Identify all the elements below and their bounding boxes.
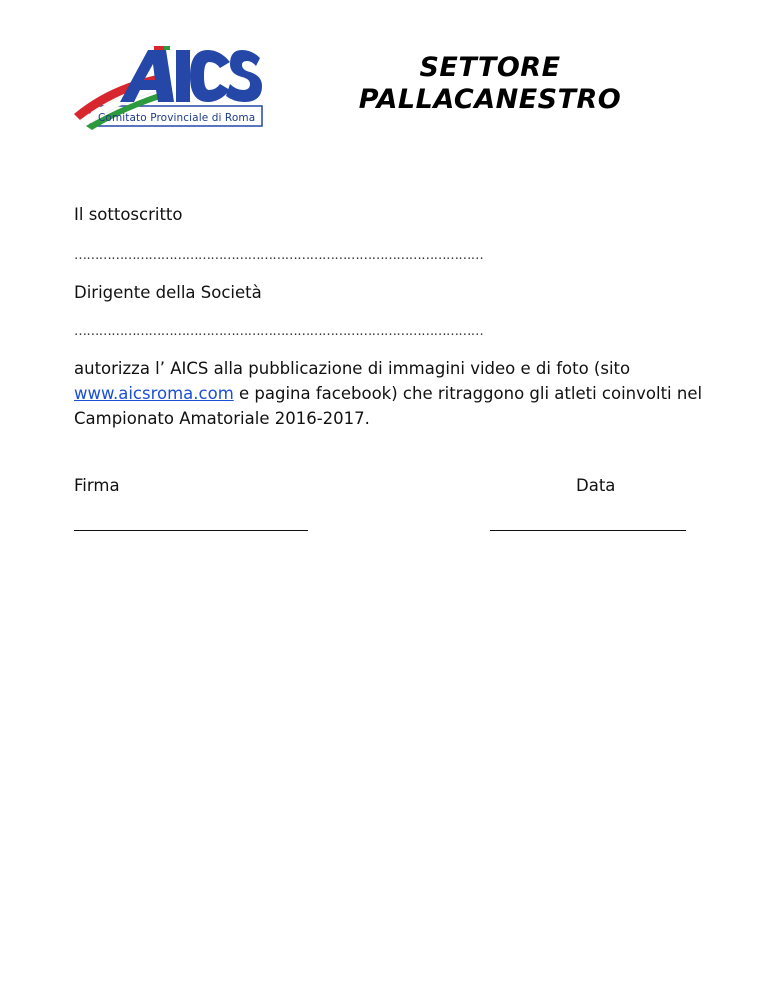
title-line-2: PALLACANESTRO (358, 84, 622, 115)
signature-label: Firma (74, 476, 120, 495)
page-title (330, 52, 650, 116)
authorization-statement (74, 356, 714, 431)
statement-part-1: autorizza l’ AICS alla pubblicazione di immagini video e di foto (sito (74, 359, 631, 378)
date-line[interactable] (490, 530, 686, 531)
statement-part-2: e pagina facebook) che ritraggono gli atleti coinvolti nel Campionato Amatoriale 2016-2017. (74, 384, 703, 428)
society-field[interactable]: ……………………………………………………………………………………… (74, 324, 484, 339)
logo-caption: Comitato Provinciale di Roma (98, 112, 256, 124)
title-line-1: SETTORE (419, 52, 561, 83)
society-label: Dirigente della Società (74, 283, 262, 302)
subscriber-label: Il sottoscritto (74, 205, 183, 224)
subscriber-field[interactable]: ……………………………………………………………………………………… (74, 248, 484, 263)
aics-website-link[interactable]: www.aicsroma.com (74, 384, 234, 403)
aics-logo (70, 44, 265, 130)
date-label: Data (576, 476, 616, 495)
signature-line[interactable] (74, 530, 308, 531)
